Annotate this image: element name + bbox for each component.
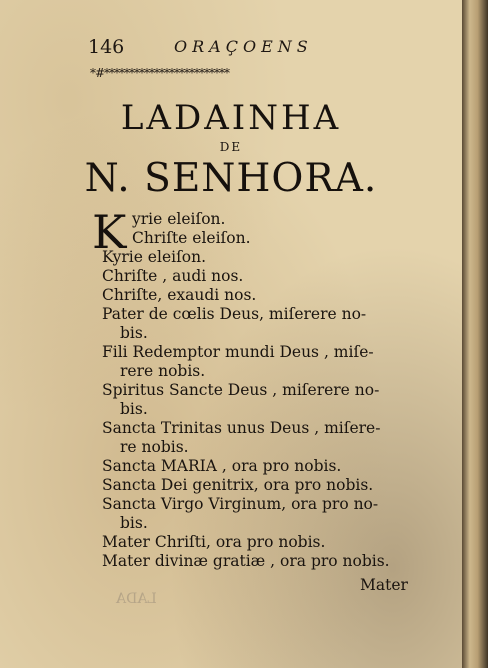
line-text: Sancta Dei genitrix, ora pro nobis. — [102, 476, 374, 494]
text-line — [102, 381, 414, 400]
bleed-through-text: LADA — [116, 591, 157, 607]
line-text: Mater divinæ gratiæ , ora pro nobis. — [102, 552, 390, 570]
text-line — [102, 457, 414, 476]
text-line — [102, 533, 414, 552]
line-text: Spiritus Sancte Deus , miſerere no- — [102, 381, 380, 399]
line-text: Sancta Virgo Virginum, ora pro no- — [102, 495, 379, 513]
line-text: Chriſte , audi nos. — [102, 267, 244, 285]
line-text: bis. — [120, 324, 148, 342]
drop-cap: K — [92, 205, 127, 259]
line-text: yrie eleiſon. — [132, 210, 226, 228]
text-line — [102, 343, 414, 362]
line-text: rere nobis. — [120, 362, 206, 380]
text-line — [102, 438, 414, 457]
line-text: Sancta Trinitas unus Deus , miſere- — [102, 419, 381, 437]
line-text: Pater de cœlis Deus, miſerere no- — [102, 305, 367, 323]
line-text: Sancta MARIA , ora pro nobis. — [102, 457, 342, 475]
page-number: 146 — [88, 36, 125, 58]
text-line — [102, 305, 414, 324]
text-line — [102, 495, 414, 514]
text-line — [102, 267, 414, 286]
title-litany: LADAINHA — [120, 98, 342, 138]
text-line — [102, 514, 414, 533]
text-line — [102, 552, 414, 571]
text-line — [102, 476, 414, 495]
line-text: Kyrie eleiſon. — [102, 248, 207, 266]
line-text: re nobis. — [120, 438, 189, 456]
line-text: Chriſte, exaudi nos. — [102, 286, 257, 304]
litany-text — [92, 205, 414, 571]
text-line — [102, 419, 414, 438]
text-line — [102, 286, 414, 305]
facing-page-edge — [462, 0, 488, 668]
line-text: Chriſte eleiſon. — [132, 229, 251, 247]
line-text: bis. — [120, 514, 148, 532]
running-title: ORAÇOENS — [174, 37, 313, 56]
line-text: Mater Chriſti, ora pro nobis. — [102, 533, 326, 551]
ornament-rule: *#************************* — [90, 66, 230, 80]
title-connector: DE — [219, 140, 243, 154]
line-text: bis. — [120, 400, 148, 418]
text-line — [102, 324, 414, 343]
line-text: Fili Redemptor mundi Deus , miſe- — [102, 343, 374, 361]
text-line — [102, 248, 414, 267]
title-our-lady: N. SENHORA. — [84, 156, 378, 201]
text-line — [102, 229, 414, 248]
text-line — [102, 400, 414, 419]
catchword: Mater — [360, 576, 408, 594]
running-header — [88, 36, 388, 58]
text-line — [102, 362, 414, 381]
